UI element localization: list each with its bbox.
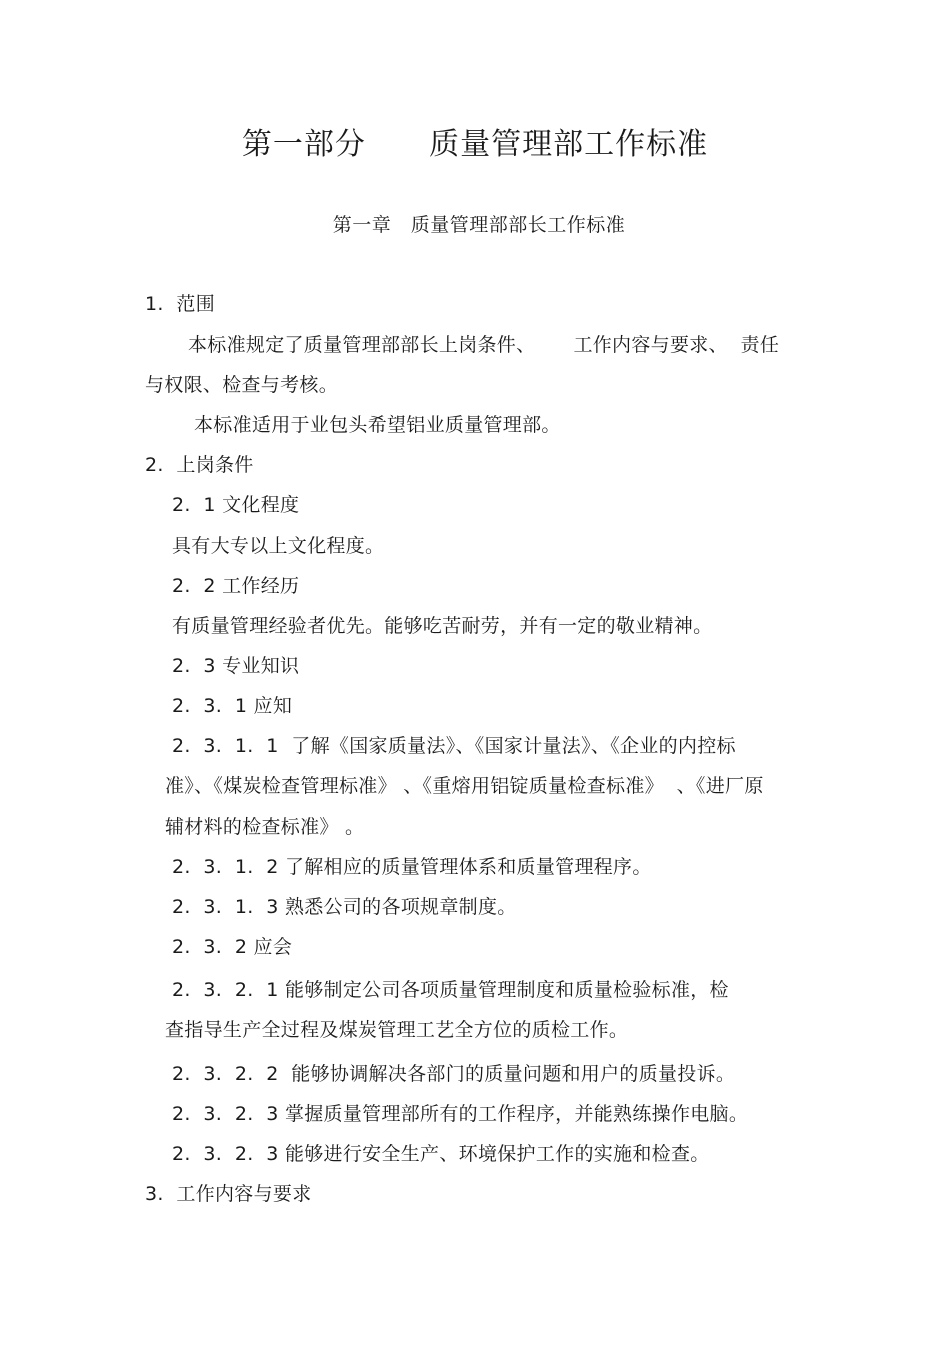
- paragraph-line: 本标准适用于业包头希望铝业质量管理部。: [194, 414, 561, 436]
- list-item-line: 2. 3. 1. 2 了解相应的质量管理体系和质量管理程序。: [172, 856, 652, 878]
- subsection-heading: 2. 1 文化程度: [172, 494, 300, 516]
- list-item-line: 2. 3. 1. 3 熟悉公司的各项规章制度。: [172, 896, 517, 918]
- chapter-title: 第一章 质量管理部部长工作标准: [332, 214, 626, 236]
- list-item-line: 查指导生产全过程及煤炭管理工艺全方位的质检工作。: [165, 1019, 629, 1041]
- section-heading-qualifications: 2. 上岗条件: [145, 454, 254, 476]
- list-item-line: 2. 3. 1. 1 了解《国家质量法》、《国家计量法》、《企业的内控标: [172, 735, 736, 757]
- subsection-heading: 2. 3 专业知识: [172, 655, 300, 677]
- subsection-heading: 2. 3. 2 应会: [172, 936, 293, 958]
- list-item-line: 准》、《煤炭检查管理标准》 、《重熔用铝锭质量检查标准》 、《进厂原: [165, 775, 764, 797]
- list-item-line: 2. 3. 2. 3 能够进行安全生产、环境保护工作的实施和检查。: [172, 1143, 710, 1165]
- list-item-line: 辅材料的检查标准》 。: [165, 816, 365, 838]
- list-item-line: 2. 3. 2. 3 掌握质量管理部所有的工作程序，并能熟练操作电脑。: [172, 1103, 749, 1125]
- list-item-line: 2. 3. 2. 2 能够协调解决各部门的质量问题和用户的质量投诉。: [172, 1063, 736, 1085]
- subsection-heading: 2. 3. 1 应知: [172, 695, 293, 717]
- subsection-heading: 2. 2 工作经历: [172, 575, 300, 597]
- section-heading-work-content: 3. 工作内容与要求: [145, 1183, 312, 1205]
- paragraph-line: 与权限、检查与考核。: [145, 374, 339, 396]
- part-title: 第一部分 质量管理部工作标准: [241, 127, 709, 162]
- paragraph-line: 有质量管理经验者优先。能够吃苦耐劳，并有一定的敬业精神。: [172, 615, 713, 637]
- section-heading-scope: 1. 范围: [145, 293, 216, 315]
- paragraph-line: 具有大专以上文化程度。: [172, 535, 385, 557]
- paragraph-line: 本标准规定了质量管理部部长上岗条件、 工作内容与要求、 责任: [188, 334, 780, 356]
- list-item-line: 2. 3. 2. 1 能够制定公司各项质量管理制度和质量检验标准，检: [172, 979, 729, 1001]
